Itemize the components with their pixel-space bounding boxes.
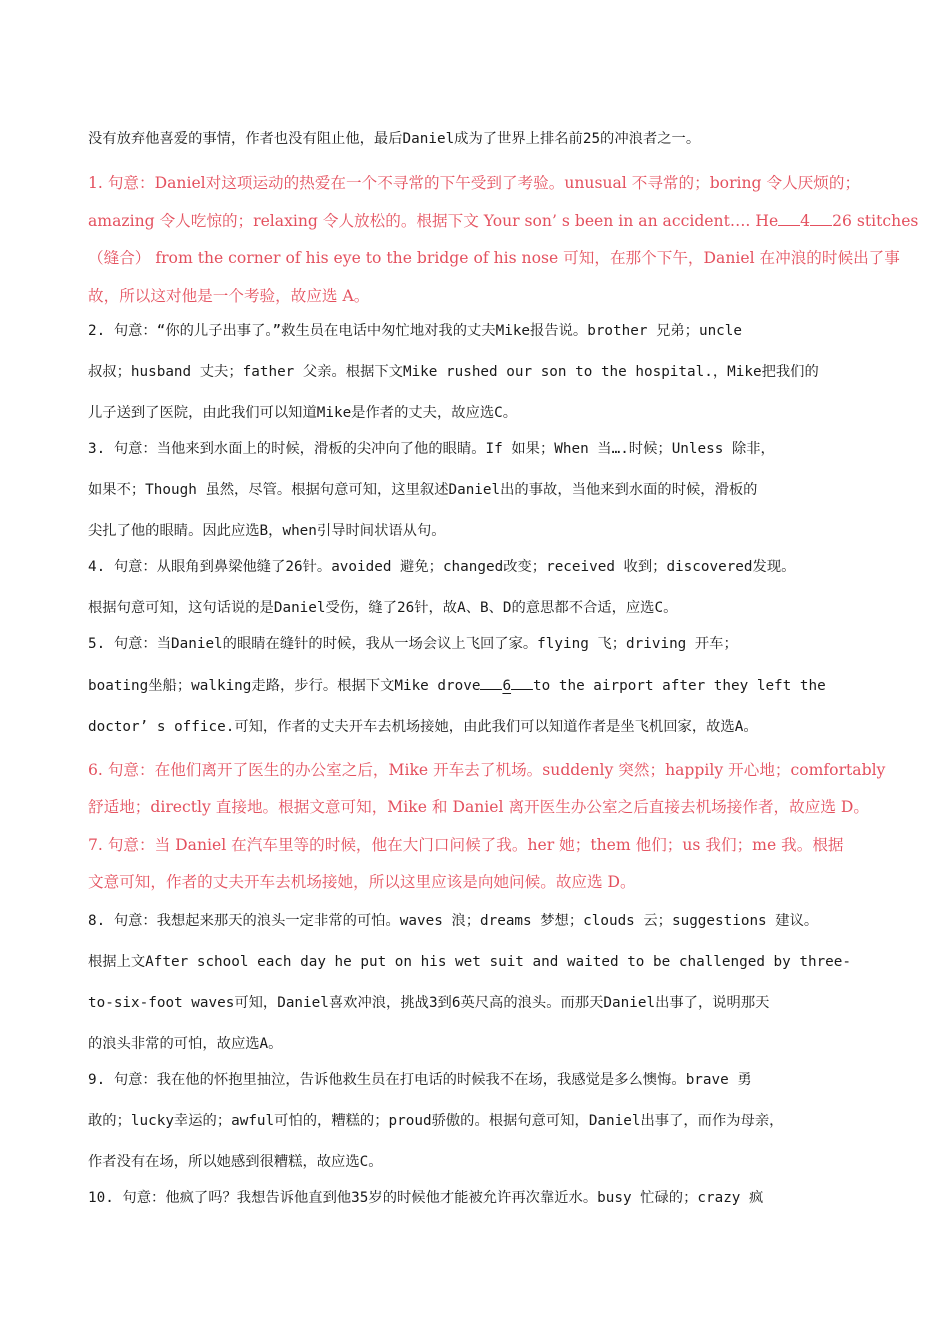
text-line: 根据上文After school each day he put on his wet suit and waited to be challenged by three-	[88, 954, 851, 970]
text-line: 4. 句意：从眼角到鼻梁他缝了26针。avoided 避免；changed改变；received 收到；discovered发现。	[88, 559, 796, 575]
text-line: 8. 句意：我想起来那天的浪头一定非常的可怕。waves 浪；dreams 梦想；clouds 云；suggestions 建议。	[88, 913, 819, 929]
answer-blank	[810, 211, 832, 226]
text-segment: boating坐船；walking走路，步行。根据下文Mike drove	[88, 678, 481, 694]
answer-blank	[511, 675, 533, 690]
text-line: 9. 句意：我在他的怀抱里抽泣，告诉他救生员在打电话的时候我不在场，我感觉是多么懊悔。brave 勇	[88, 1072, 752, 1088]
text-line-red: 文意可知，作者的丈夫开车去机场接她，所以这里应该是向她问候。故应选 D。	[88, 873, 636, 891]
text-line-red: （缝合） from the corner of his eye to the bridge of his nose 可知，在那个下午，Daniel 在冲浪的时候出了事	[88, 249, 900, 267]
text-line: 的浪头非常的可怕，故应选A。	[88, 1036, 283, 1052]
text-line: 2. 句意：“你的儿子出事了。”救生员在电话中匆忙地对我的丈夫Mike报告说。brother 兄弟；uncle	[88, 323, 743, 339]
blank-number: 6	[502, 678, 512, 694]
text-line: 5. 句意：当Daniel的眼睛在缝针的时候，我从一场会议上飞回了家。flying 飞；driving 开车；	[88, 636, 738, 652]
text-line-red: 舒适地；directly 直接地。根据文意可知，Mike 和 Daniel 离开医生办公室之后直接去机场接作者，故应选 D。	[88, 798, 869, 816]
text-line: 3. 句意：当他来到水面上的时候，滑板的尖冲向了他的眼睛。If 如果；When 当….时候；Unless 除非，	[88, 441, 775, 457]
blank-number: 4	[800, 212, 811, 230]
text-segment: amazing 令人吃惊的；relaxing 令人放松的。根据下文 Your son’ s been in an accident…. He	[88, 212, 779, 230]
text-line	[88, 675, 878, 697]
text-line-red: 7. 句意：当 Daniel 在汽车里等的时候，他在大门口问候了我。her 她；them 他们；us 我们；me 我。根据	[88, 836, 844, 854]
answer-blank	[480, 675, 502, 690]
text-line: 叔叔；husband 丈夫；father 父亲。根据下文Mike rushed our son to the hospital.，Mike把我们的	[88, 364, 819, 380]
text-segment: to the airport after they left the	[533, 678, 826, 694]
text-line: 根据句意可知，这句话说的是Daniel受伤，缝了26针，故A、B、D的意思都不合适，应选C。	[88, 600, 678, 616]
text-line-red: 故，所以这对他是一个考验，故应选 A。	[88, 287, 370, 305]
text-segment: 26 stitches	[832, 212, 919, 230]
text-line: 如果不；Though 虽然，尽管。根据句意可知，这里叙述Daniel出的事故，当他来到水面的时候，滑板的	[88, 482, 758, 498]
text-line-red: 6. 句意：在他们离开了医生的办公室之后，Mike 开车去了机场。suddenly 突然；happily 开心地；comfortably	[88, 761, 886, 779]
text-line: 敢的；lucky幸运的；awful可怕的，糟糕的；proud骄傲的。根据句意可知，Daniel出事了，而作为母亲，	[88, 1113, 784, 1129]
text-line: 儿子送到了医院，由此我们可以知道Mike是作者的丈夫，故应选C。	[88, 405, 518, 421]
text-line: doctor’ s office.可知，作者的丈夫开车去机场接她，由此我们可以知道作者是坐飞机回家，故选A。	[88, 719, 758, 735]
text-line: to-six-foot waves可知，Daniel喜欢冲浪，挑战3到6英尺高的浪头。而那天Daniel出事了，说明那天	[88, 995, 770, 1011]
text-line: 10. 句意：他疯了吗？我想告诉他直到他35岁的时候他才能被允许再次靠近水。busy 忙碌的；crazy 疯	[88, 1190, 764, 1206]
text-line-red	[88, 210, 919, 232]
text-line-red: 1. 句意：Daniel对这项运动的热爱在一个不寻常的下午受到了考验。unusual 不寻常的；boring 令人厌烦的；	[88, 174, 861, 192]
text-line: 尖扎了他的眼睛。因此应选B，when引导时间状语从句。	[88, 523, 446, 539]
text-line: 作者没有在场，所以她感到很糟糕，故应选C。	[88, 1154, 383, 1170]
answer-blank	[778, 211, 800, 226]
text-line: 没有放弃他喜爱的事情，作者也没有阻止他，最后Daniel成为了世界上排名前25的冲浪者之一。	[88, 131, 701, 147]
